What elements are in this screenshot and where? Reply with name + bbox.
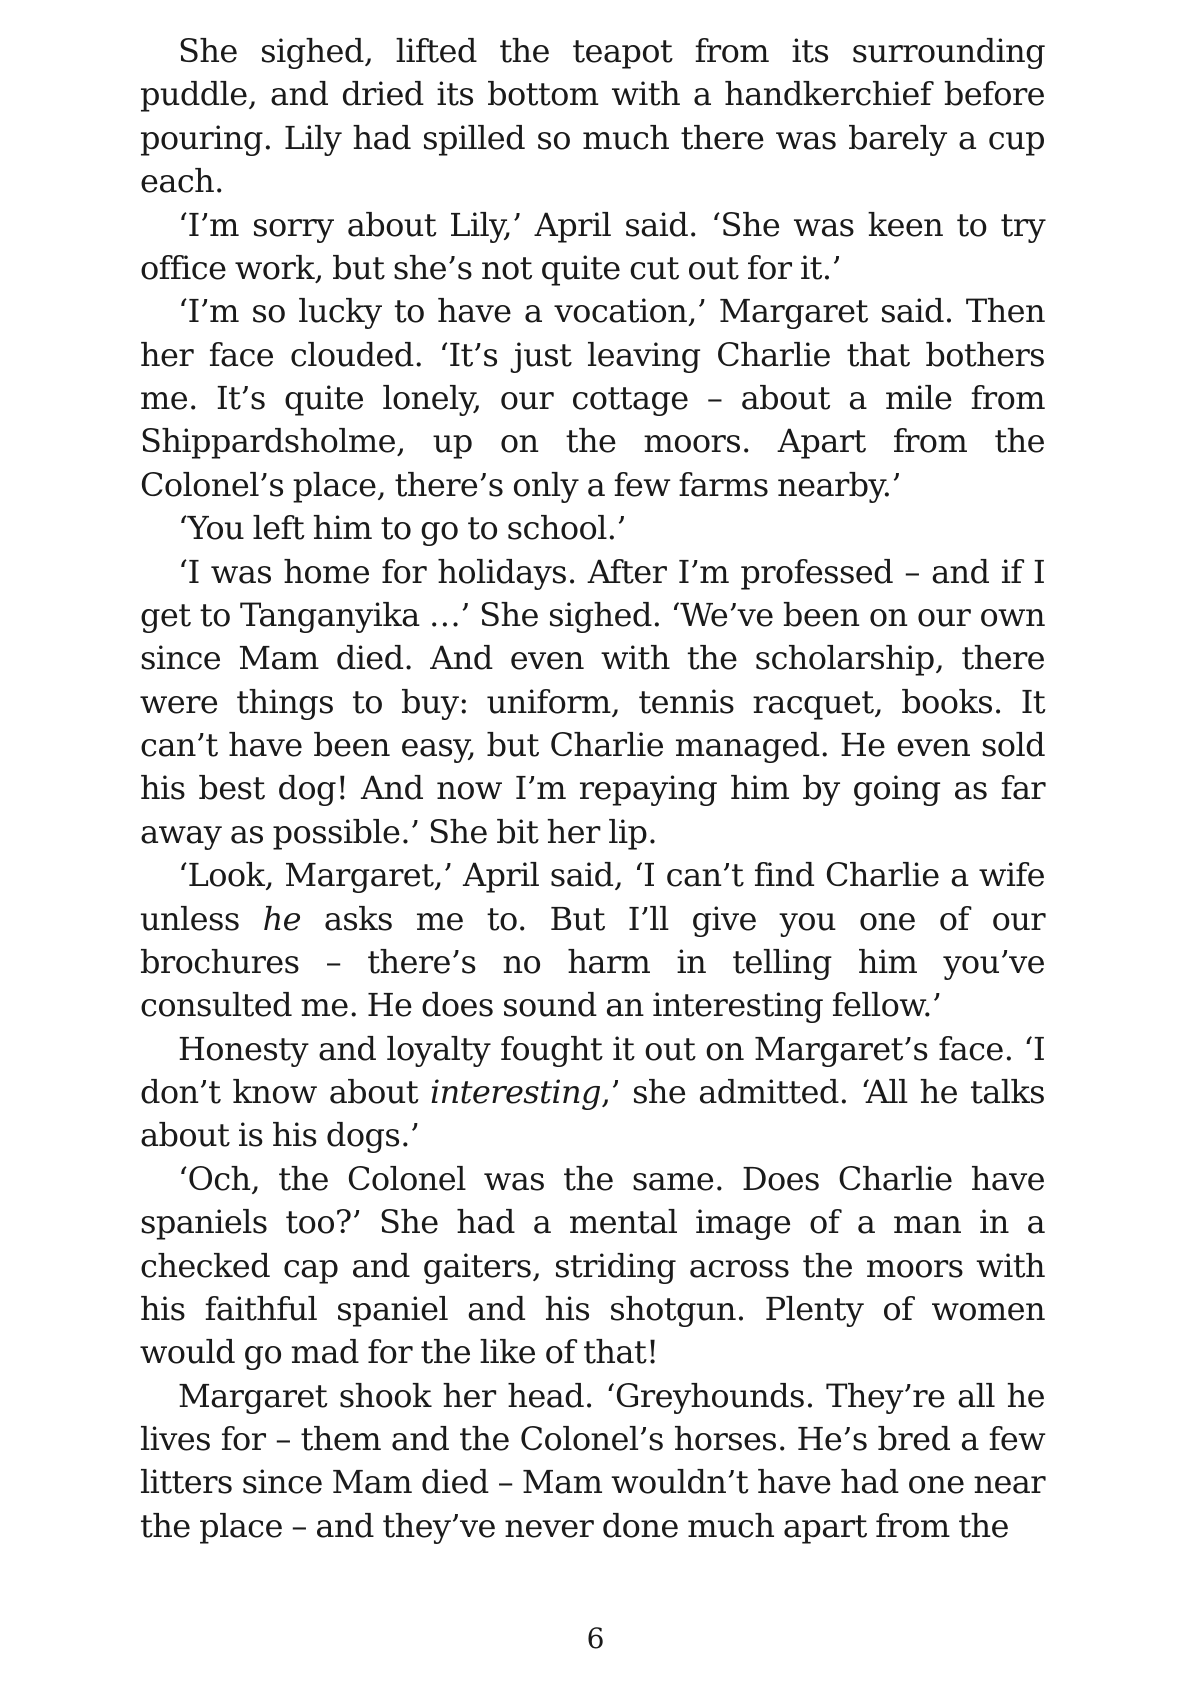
text-run: She sighed, lifted the teapot from its surrounding puddle, and dried its bottom with a handkerchief before pouring. Lily had spilled so much there was barely a cup each. [140,32,1045,201]
text-run: Honesty and loyalty fought it out on Margaret’s face. ‘I don’t know about [140,1029,1045,1111]
text-run: ,’ she admitted. ‘All he talks about is his dogs.’ [140,1073,1045,1155]
paragraph [140,30,1045,204]
text-run: ‘Och, the Colonel was the same. Does Charlie have spaniels too?’ She had a mental image of a man in a checked cap and gaiters, striding across the moors with his faithful spaniel and his shotgun. Plenty of women would go mad for the like of that! [140,1159,1045,1372]
page-number: 6 [586,1622,605,1655]
paragraph [140,507,1045,550]
paragraph [140,290,1045,507]
text-run: ‘You left him to go to school.’ [178,509,626,548]
text-run: ‘I’m so lucky to have a vocation,’ Margaret said. Then her face clouded. ‘It’s just leaving Charlie that bothers me. It’s quite lonely, our cottage – about a mile from Shippardsholme, up on the moors. Apart from the Colonel’s place, there’s only a few farms nearby.’ [140,292,1045,504]
paragraph [140,1375,1045,1549]
italic-text: he [262,899,301,938]
text-run: Margaret shook her head. ‘Greyhounds. They’re all he lives for – them and the Colonel’s horses. He’s bred a few litters since Mam died – Mam wouldn’t have had one near the place – and they’ve never done much apart from the [140,1376,1045,1545]
paragraph [140,1028,1045,1158]
text-run: ‘I was home for holidays. After I’m professed – and if I get to Tanganyika …’ She sighed. ‘We’ve been on our own since Mam died. And even with the scholarship, there were things to buy: uniform, tennis racquet, books. It can’t have been easy, but Charlie managed. He even sold his best dog! And now I’m repaying him by going as far away as possible.’ She bit her lip. [140,552,1045,851]
text-run: ‘I’m sorry about Lily,’ April said. ‘She was keen to try office work, but she’s not quite cut out for it.’ [140,205,1045,287]
text-run: ‘Look, Margaret,’ April said, ‘I can’t find Charlie a wife unless [140,856,1045,938]
text-run: asks me to. But I’ll give you one of our brochures – there’s no harm in telling him you’ve consulted me. He does sound an interesting fellow.’ [140,899,1045,1025]
paragraph [140,1158,1045,1375]
paragraph [140,551,1045,855]
paragraph [140,854,1045,1028]
body-text [140,30,1045,1548]
italic-text: interesting [430,1073,601,1111]
paragraph [140,204,1045,291]
